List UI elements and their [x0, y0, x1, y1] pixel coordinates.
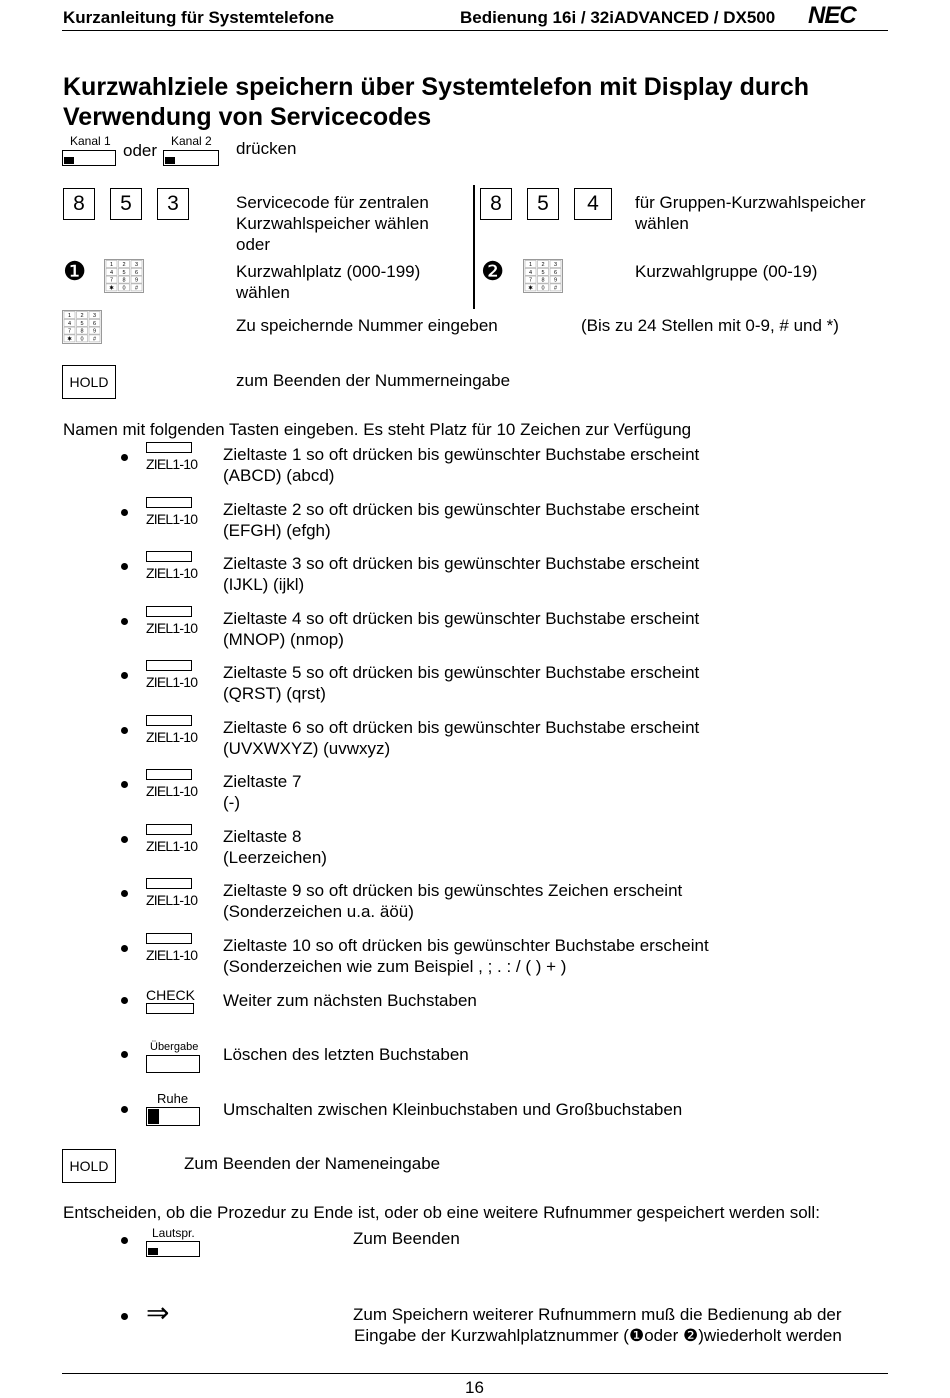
ziel-key-box[interactable]: [146, 933, 192, 944]
keypad-digit: 7: [528, 277, 533, 284]
bullet: [121, 454, 128, 461]
end-name-text: Zum Beenden der Nameneingabe: [184, 1154, 441, 1173]
ruhe-label: Ruhe: [157, 1091, 189, 1106]
check-label: CHECK: [146, 987, 196, 1003]
page-title: Kurzwahlziele speichern über Systemtelefon mit Display durch Verwendung von Servicecodes: [63, 73, 810, 131]
arrow-right-icon: ⇒: [146, 1297, 170, 1328]
keypad-digit: 6: [553, 269, 558, 276]
footer-rule: [62, 1373, 888, 1374]
group-text: Kurzwahlgruppe (00-19): [635, 262, 818, 281]
key-5[interactable]: 5: [110, 188, 142, 220]
header-left: Kurzanleitung für Systemtelefone: [63, 8, 335, 27]
enter-number-note: (Bis zu 24 Stellen mit 0-9, # und *): [581, 316, 839, 335]
bullet: [121, 563, 128, 570]
header-rule: [62, 30, 888, 31]
ziel-key-box[interactable]: [146, 551, 192, 562]
lautspr-text: Zum Beenden: [353, 1229, 460, 1248]
uebergabe-button[interactable]: [146, 1055, 200, 1073]
ziel-instruction: Zieltaste 7: [223, 772, 302, 791]
keypad-icon[interactable]: [104, 259, 144, 293]
repeat-line2: Eingabe der Kurzwahlplatznummer (❶oder ❷)wiederholt werden: [354, 1326, 842, 1345]
kanal1-label: Kanal 1: [70, 134, 111, 148]
ziel-characters: (-): [223, 793, 240, 812]
keypad-digit: 0: [80, 336, 84, 343]
keypad-digit: 3: [553, 262, 558, 268]
keypad-digit: 0: [541, 285, 545, 292]
kanal1-button[interactable]: [62, 150, 116, 166]
ziel-instruction: Zieltaste 3 so oft drücken bis gewünschter Buchstabe erscheint: [223, 554, 700, 573]
keypad-digit: 0: [122, 285, 126, 292]
ziel-key-3[interactable]: [146, 551, 226, 587]
group-speeddial-text: für Gruppen-Kurzwahlspeicher wählen: [635, 193, 866, 233]
keypad-digit: 2: [122, 262, 126, 268]
names-intro: Namen mit folgenden Tasten eingeben. Es steht Platz für 10 Zeichen zur Verfügung: [63, 420, 692, 439]
ziel-key-box[interactable]: [146, 442, 192, 453]
keypad-digit: 2: [541, 262, 545, 268]
key-8[interactable]: 8: [480, 188, 512, 220]
keypad-digit: ✱: [67, 336, 72, 343]
ziel-key-10[interactable]: [146, 933, 226, 969]
keypad-digit: 1: [528, 262, 533, 268]
end-number-text: zum Beenden der Nummerneingabe: [236, 371, 511, 390]
nec-logo: NEC: [808, 2, 856, 29]
keypad-digit: #: [553, 285, 558, 292]
keypad-digit: 7: [109, 277, 114, 284]
keypad-digit: 7: [67, 328, 72, 335]
ziel-instruction: Zieltaste 10 so oft drücken bis gewünschter Buchstabe erscheint: [223, 935, 709, 955]
bullet: [121, 890, 128, 897]
bullet: [121, 727, 128, 734]
ziel-key-box[interactable]: [146, 606, 192, 617]
keypad-digit: 8: [80, 328, 84, 335]
keypad-digit: #: [134, 285, 139, 292]
check-button[interactable]: [146, 1003, 194, 1014]
keypad-icon[interactable]: [523, 259, 563, 293]
kanal2-button[interactable]: [163, 150, 219, 166]
bullet: [121, 509, 128, 516]
press-text: drücken: [236, 139, 297, 158]
ziel-instruction: Zieltaste 5 so oft drücken bis gewünschter Buchstabe erscheint: [223, 663, 700, 682]
keypad-digit: 4: [109, 269, 114, 276]
hold-button[interactable]: HOLD: [62, 365, 116, 399]
keypad-grid: [62, 310, 102, 344]
central-speeddial-text: Servicecode für zentralen Kurzwahlspeicher wählen oder: [236, 193, 429, 254]
ziel-key-box[interactable]: [146, 824, 192, 835]
keypad-digit: #: [92, 336, 97, 343]
keypad-digit: 2: [80, 313, 84, 319]
slot-text: Kurzwahlplatz (000-199) wählen: [236, 262, 421, 302]
bullet: [121, 1051, 128, 1058]
keypad-digit: 9: [92, 328, 97, 335]
bullet: [121, 672, 128, 679]
ziel-key-label: ZIEL1-10: [146, 837, 198, 854]
ziel-key-box[interactable]: [146, 660, 192, 671]
ziel-characters: (ABCD) (abcd): [223, 466, 335, 485]
key-4[interactable]: 4: [574, 188, 612, 220]
enter-number-text: Zu speichernde Nummer eingeben: [236, 316, 498, 335]
keypad-digit: 6: [134, 269, 139, 276]
bullet: [121, 781, 128, 788]
kanal2-label: Kanal 2: [171, 134, 212, 148]
ziel-key-label: ZIEL1-10: [146, 892, 198, 908]
keypad-digit: 3: [134, 262, 139, 268]
bullet: [121, 945, 128, 952]
ziel-instruction: Zieltaste 2 so oft drücken bis gewünschter Buchstabe erscheint: [223, 499, 700, 519]
ziel-key-1[interactable]: [146, 442, 226, 478]
ziel-key-label: ZIEL1-10: [146, 619, 198, 636]
ziel-characters: (MNOP) (nmop): [223, 629, 344, 649]
keypad-digit: ✱: [109, 285, 114, 292]
uebergabe-text: Löschen des letzten Buchstaben: [223, 1045, 469, 1064]
uebergabe-label: Übergabe: [150, 1041, 199, 1053]
keypad-digit: 3: [92, 313, 97, 319]
ziel-key-box[interactable]: [146, 715, 192, 726]
ziel-key-6[interactable]: [146, 715, 226, 751]
marker-1: ❶: [63, 256, 87, 286]
header-right: Bedienung 16i / 32iADVANCED / DX500: [460, 8, 776, 27]
bullet: [121, 997, 128, 1004]
keypad-digit: 8: [122, 277, 126, 284]
keypad-digit: 8: [541, 277, 545, 284]
ziel-key-label: ZIEL1-10: [146, 456, 198, 472]
keypad-digit: 6: [92, 320, 97, 327]
ziel-characters: (Sonderzeichen u.a. äöü): [223, 902, 414, 921]
or-text: oder: [123, 141, 158, 160]
ziel-key-5[interactable]: [146, 660, 226, 696]
bullet: [121, 618, 128, 625]
ziel-instruction: Zieltaste 1 so oft drücken bis gewünschter Buchstabe erscheint: [223, 445, 700, 464]
ziel-key-box[interactable]: [146, 769, 192, 780]
keypad-digit: 5: [80, 320, 84, 327]
ziel-characters: (Sonderzeichen wie zum Beispiel , ; . : / ( ) + ): [223, 956, 567, 976]
keypad-digit: 1: [67, 313, 72, 319]
marker-2: ❷: [481, 256, 505, 286]
ziel-key-label: ZIEL1-10: [146, 783, 198, 799]
key-3[interactable]: 3: [157, 188, 189, 220]
keypad-digit: 1: [109, 262, 114, 268]
ziel-key-label: ZIEL1-10: [146, 565, 198, 581]
keypad-digit: ✱: [528, 285, 533, 292]
ziel-key-4[interactable]: [146, 606, 226, 642]
ziel-characters: (IJKL) (ijkl): [223, 575, 305, 594]
ziel-key-box[interactable]: [146, 497, 192, 508]
key-8[interactable]: 8: [63, 188, 95, 220]
ziel-key-box[interactable]: [146, 878, 192, 889]
ziel-instruction: Zieltaste 4 so oft drücken bis gewünschter Buchstabe erscheint: [223, 608, 700, 628]
keypad-digit: 4: [67, 320, 72, 327]
keypad-digit: 5: [122, 269, 126, 276]
decide-text: Entscheiden, ob die Prozedur zu Ende ist, oder ob eine weitere Rufnummer gespeichert werden soll:: [63, 1203, 820, 1222]
keypad-icon[interactable]: [62, 310, 102, 344]
lautspr-button[interactable]: [146, 1241, 200, 1257]
check-text: Weiter zum nächsten Buchstaben: [223, 991, 477, 1010]
bullet: [121, 1237, 128, 1244]
ruhe-button[interactable]: [146, 1107, 200, 1126]
repeat-line1: Zum Speichern weiterer Rufnummern muß die Bedienung ab der: [353, 1305, 842, 1324]
ziel-characters: (EFGH) (efgh): [223, 520, 331, 540]
keypad-digit: 5: [541, 269, 545, 276]
keypad-digit: 9: [553, 277, 558, 284]
ziel-key-9[interactable]: [146, 878, 226, 914]
ziel-key-label: ZIEL1-10: [146, 674, 198, 690]
ziel-key-7[interactable]: [146, 769, 226, 805]
bullet: [121, 836, 128, 843]
bullet: [121, 1106, 128, 1113]
page-number: 16: [465, 1378, 484, 1397]
keypad-digit: 4: [528, 269, 533, 276]
ruhe-text: Umschalten zwischen Kleinbuchstaben und Großbuchstaben: [223, 1100, 683, 1119]
ziel-key-label: ZIEL1-10: [146, 728, 198, 745]
ziel-key-2[interactable]: [146, 497, 226, 533]
ziel-characters: (Leerzeichen): [223, 847, 327, 867]
bullet: [121, 1313, 128, 1320]
keypad-grid: [523, 259, 563, 293]
column-divider: [473, 185, 475, 309]
hold-button[interactable]: HOLD: [62, 1149, 116, 1183]
keypad-digit: 9: [134, 277, 139, 284]
ziel-instruction: Zieltaste 8: [223, 826, 302, 846]
ziel-instruction: Zieltaste 6 so oft drücken bis gewünschter Buchstabe erscheint: [223, 717, 700, 737]
key-5[interactable]: 5: [527, 188, 559, 220]
ziel-key-label: ZIEL1-10: [146, 510, 198, 527]
ziel-key-8[interactable]: [146, 824, 226, 860]
ziel-instruction: Zieltaste 9 so oft drücken bis gewünschtes Zeichen erscheint: [223, 881, 683, 900]
ziel-key-label: ZIEL1-10: [146, 946, 198, 963]
ziel-characters: (UVXWXYZ) (uvwxyz): [223, 738, 391, 758]
keypad-grid: [104, 259, 144, 293]
lautspr-label: Lautspr.: [152, 1226, 195, 1240]
ziel-characters: (QRST) (qrst): [223, 684, 326, 703]
